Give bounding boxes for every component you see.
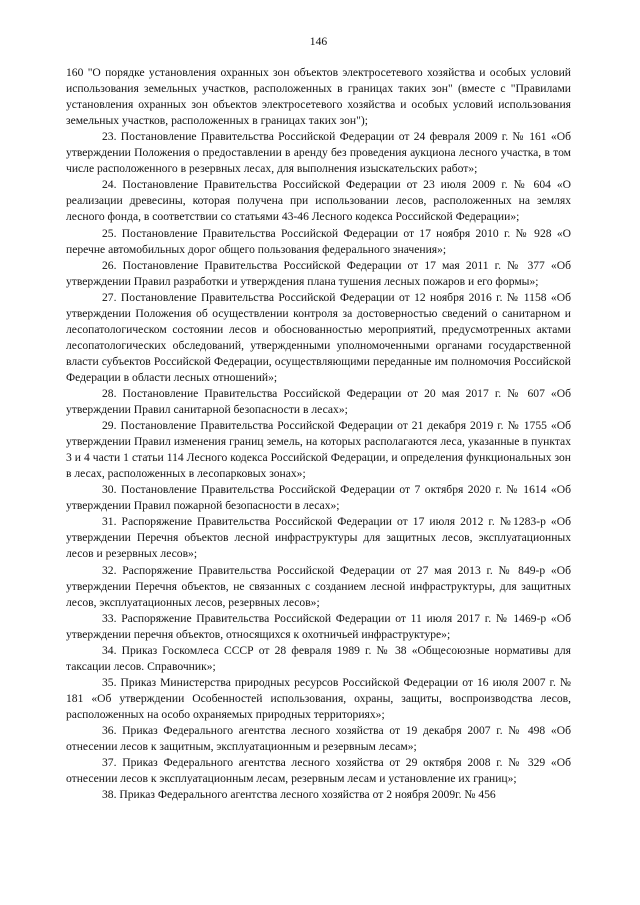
- paragraph-continuation: 160 "О порядке установления охранных зон объектов электросетевого хозяйства и особых условий использования земельных участков, расположенных в границах таких зон" (вместе с "Правилами установления охранных зон объектов электросетевого хозяйства и особых условий использования земельных участков, расположенных в границах таких зон");: [66, 66, 571, 128]
- list-item-38: 38. Приказ Федерального агентства лесного хозяйства от 2 ноября 2009г. № 456: [102, 788, 496, 802]
- list-item-35: 35. Приказ Министерства природных ресурсов Российской Федерации от 16 июля 2007 г. № 181 «Об утверждении Особенностей использования, охраны, защиты, воспроизводства лесов, расположенных на особо охраняемых природных территориях»;: [66, 675, 571, 721]
- list-item-23: 23. Постановление Правительства Российской Федерации от 24 февраля 2009 г. № 161 «Об утверждении Положения о предоставлении в аренду без проведения аукциона лесного участка, в том числе расположенного в резервных лесах, для выполнения изыскательских работ»;: [66, 130, 571, 176]
- list-item-28: 28. Постановление Правительства Российской Федерации от 20 мая 2017 г. № 607 «Об утверждении Правил санитарной безопасности в лесах»;: [66, 386, 571, 417]
- list-item-27: 27. Постановление Правительства Российской Федерации от 12 ноября 2016 г. № 1158 «Об утверждении Положения об осуществлении контроля за достоверностью сведений о санитарном и лесопатологическом состоянии лесов и обоснованностью мероприятий, предусмотренных актами лесопатологических обследований, утвержденными уполномоченными органами государственной власти субъектов Российской Федерации, осуществляющими переданные им полномочия Российской Федерации в области лесных отношений»;: [66, 290, 571, 384]
- list-item-30: 30. Постановление Правительства Российской Федерации от 7 октября 2020 г. № 1614 «Об утверждении Правил пожарной безопасности в лесах»;: [66, 483, 571, 513]
- list-item-32: 32. Распоряжение Правительства Российской Федерации от 27 мая 2013 г. № 849-р «Об утверждении Перечня объектов, не связанных с созданием лесной инфраструктуры, для защитных лесов, эксплуатационных лесов, резервных лесов»;: [66, 563, 571, 609]
- list-item-34: 34. Приказ Госкомлеса СССР от 28 февраля 1989 г. № 38 «Общесоюзные нормативы для таксации лесов. Справочник»;: [66, 643, 571, 673]
- page-number: 146: [309, 35, 328, 48]
- list-item-24: 24. Постановление Правительства Российской Федерации от 23 июля 2009 г. № 604 «О реализации древесины, которая получена при использовании лесов, расположенных на землях лесного фонда, в соответствии со статьями 43-46 Лесного кодекса Российской Федерации»;: [66, 178, 571, 224]
- list-item-26: 26. Постановление Правительства Российской Федерации от 17 мая 2011 г. № 377 «Об утверждении Правил разработки и утверждения плана тушения лесных пожаров и его формы»;: [66, 258, 571, 288]
- list-item-36: 36. Приказ Федерального агентства лесного хозяйства от 19 декабря 2007 г. № 498 «Об отнесении лесов к защитным, эксплуатационным и резервным лесам»;: [66, 723, 571, 754]
- list-item-29: 29. Постановление Правительства Российской Федерации от 21 декабря 2019 г. № 1755 «Об утверждении Правил изменения границ земель, на которых располагаются леса, указанные в пунктах 3 и 4 части 1 статьи 114 Лесного кодекса Российской Федерации, и определения функциональных зон в лесах, расположенных в лесопарковых зонах»;: [66, 419, 571, 481]
- list-item-33: 33. Распоряжение Правительства Российской Федерации от 11 июля 2017 г. № 1469-р «Об утверждении перечня объектов, относящихся к охотничьей инфраструктуре»;: [66, 611, 571, 641]
- document-page: [66, 34, 571, 803]
- list-item-25: 25. Постановление Правительства Российской Федерации от 17 ноября 2010 г. № 928 «О перечне автомобильных дорог общего пользования федерального значения»;: [66, 226, 571, 256]
- list-item-37: 37. Приказ Федерального агентства лесного хозяйства от 29 октября 2008 г. № 329 «Об отнесении лесов к эксплуатационным лесам, резервным лесам и установление их границ»;: [66, 756, 571, 786]
- list-item-31: 31. Распоряжение Правительства Российской Федерации от 17 июля 2012 г. №1283-р «Об утверждении Перечня объектов лесной инфраструктуры для защитных лесов, эксплуатационных лесов и резервных лесов»;: [66, 515, 571, 561]
